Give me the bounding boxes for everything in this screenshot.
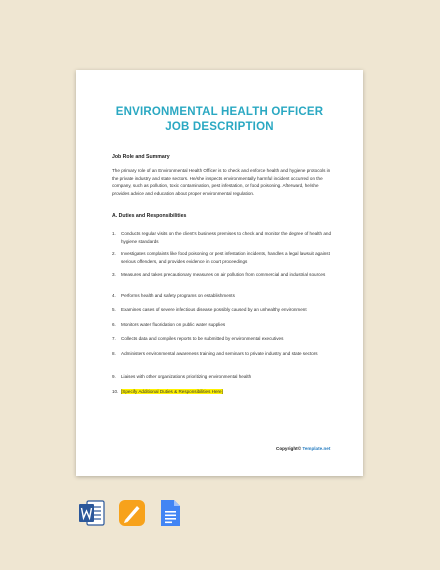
duties-heading: A. Duties and Responsibilities [112,213,187,219]
list-item-text: Liaises with other organizations prioritizing environmental health [121,374,252,379]
pages-icon[interactable] [118,499,146,527]
word-icon[interactable] [78,499,106,527]
list-item-number: 7. [112,336,116,341]
copyright-brand: Template.net [302,446,331,451]
list-item-text: Collects data and compiles reports to be submitted by environmental executives [121,336,284,341]
copyright-label: Copyright [276,446,298,451]
list-item-text: Examines cases of severe infectious disease possibly caused by an unhealthy environment [121,307,307,312]
google-docs-icon[interactable] [156,499,184,527]
document-title: ENVIRONMENTAL HEALTH OFFICER [115,106,324,118]
role-heading: Job Role and Summary [112,154,170,160]
list-item-number: 1. [112,231,116,236]
list-item-number: 6. [112,322,116,327]
summary-paragraph: The primary role of an Environmental Health Officer is to check and enforce health and hygiene protocols in the private industry and state sectors. He/she inspects environmentally harmful incident occurred on the company, such as pollution, toxic contamination, pest infestation, or food poisoning. Afterward, he/she provides advice and education about proper environmental regulation. [112,168,331,196]
list-item-number: 10. [112,389,119,394]
list-item-text: Conducts regular visits on the client's business premises to check and monitor the degree of health and hygiene standards [121,231,332,244]
list-item-text: Administers environmental awareness training and seminars to private industry and state sectors [121,351,318,356]
placeholder-highlight: [Specify Additional Duties & Responsibilities Here] [121,389,223,394]
list-item-number: 4. [112,293,116,298]
list-item-text: Performs health and safety programs on establishments [121,293,235,298]
copyright-symbol: © [297,446,302,451]
document-subtitle: JOB DESCRIPTION [165,121,274,133]
list-item-number: 2. [112,251,116,256]
list-item-number: 9. [112,374,116,379]
list-item-number: 5. [112,307,116,312]
list-item-text: Measures and takes precautionary measures on air pollution from commercial and industrial sources [121,272,326,277]
document-page [76,70,363,476]
list-item-text: Monitors water fluoridation on public water supplies [121,322,226,327]
list-item-number: 3. [112,272,116,277]
copyright-line [276,446,330,451]
list-item-text: Investigates complaints like food poisoning or pest infestation incidents, handles a legal lawsuit against serious offenders, and provides evidence in court proceedings [121,251,330,264]
list-item-number: 8. [112,351,116,356]
